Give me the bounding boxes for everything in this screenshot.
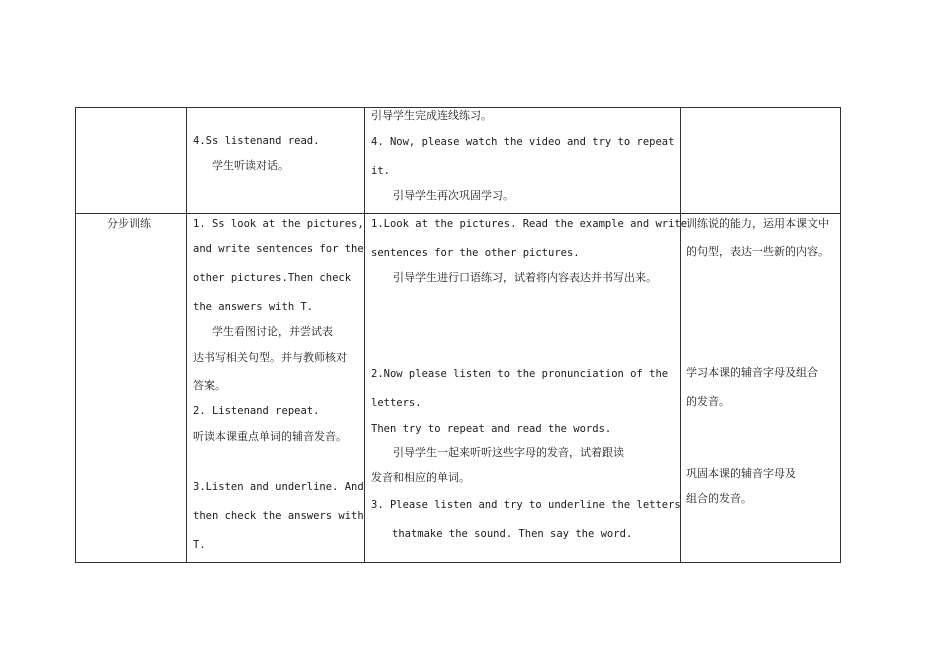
row1-activity-line: 4.Ss listenand read. xyxy=(193,135,320,147)
design-intent-line: 的发音。 xyxy=(686,395,730,408)
row1-guide-line: 引导学生完成连线练习。 xyxy=(371,109,492,122)
teacher-guide-line: letters. xyxy=(371,397,422,409)
design-intent-line: 组合的发音。 xyxy=(686,492,752,505)
student-activity-line: 2. Listenand repeat. xyxy=(193,405,320,417)
row1-guide-line: 引导学生再次巩固学习。 xyxy=(393,189,514,202)
teacher-guide-line: thatmake the sound. Then say the word. xyxy=(392,528,633,540)
step-training-label: 分步训练 xyxy=(107,217,151,230)
design-intent-line: 学习本课的辅音字母及组合 xyxy=(686,366,818,379)
student-activity-line: the answers with T. xyxy=(193,301,314,313)
student-activity-line xyxy=(193,218,364,230)
student-activity-line: 答案。 xyxy=(193,379,226,392)
student-activity-line: 达书写相关句型。并与教师核对 xyxy=(193,351,347,364)
column-divider xyxy=(680,108,681,562)
student-activity-line: other pictures.Then check xyxy=(193,272,352,284)
column-divider xyxy=(186,108,187,562)
teacher-guide-line: 1.Look at the pictures. Read the example and write xyxy=(371,218,688,230)
row1-guide-line: it. xyxy=(371,165,390,177)
student-activity-line: and write sentences for the xyxy=(193,243,364,255)
teacher-guide-line: 引导学生进行口语练习，试着将内容表达并书写出来。 xyxy=(393,271,657,284)
design-intent-line: 的句型，表达一些新的内容。 xyxy=(686,245,829,258)
row1-activity-line: 学生听读对话。 xyxy=(212,159,289,172)
teacher-guide-line: 2.Now please listen to the pronunciation of the xyxy=(371,368,669,380)
student-activity-line: 3.Listen and underline. And xyxy=(193,481,364,493)
row-divider xyxy=(76,213,840,214)
teacher-guide-line: 引导学生一起来听听这些字母的发音，试着跟读 xyxy=(393,446,624,459)
column-divider xyxy=(364,108,365,562)
student-activity-text: 1. Ss look at the pictures, xyxy=(193,218,364,230)
design-intent-line: 训练说的能力，运用本课文中 xyxy=(686,217,829,230)
teacher-guide-line: Then try to repeat and read the words. xyxy=(371,423,612,435)
student-activity-line: 学生看图讨论，并尝试表 xyxy=(212,325,333,338)
teacher-guide-line: 3. Please listen and try to underline the letters xyxy=(371,499,681,511)
teacher-guide-line: 发音和相应的单词。 xyxy=(371,471,470,484)
student-activity-line: T. xyxy=(193,539,206,551)
design-intent-line: 巩固本课的辅音字母及 xyxy=(686,467,796,480)
student-activity-line: 听读本课重点单词的辅音发音。 xyxy=(193,430,347,443)
student-activity-line: then check the answers with xyxy=(193,510,364,522)
teacher-guide-line: sentences for the other pictures. xyxy=(371,247,580,259)
row1-guide-line: 4. Now, please watch the video and try to repeat xyxy=(371,136,675,148)
